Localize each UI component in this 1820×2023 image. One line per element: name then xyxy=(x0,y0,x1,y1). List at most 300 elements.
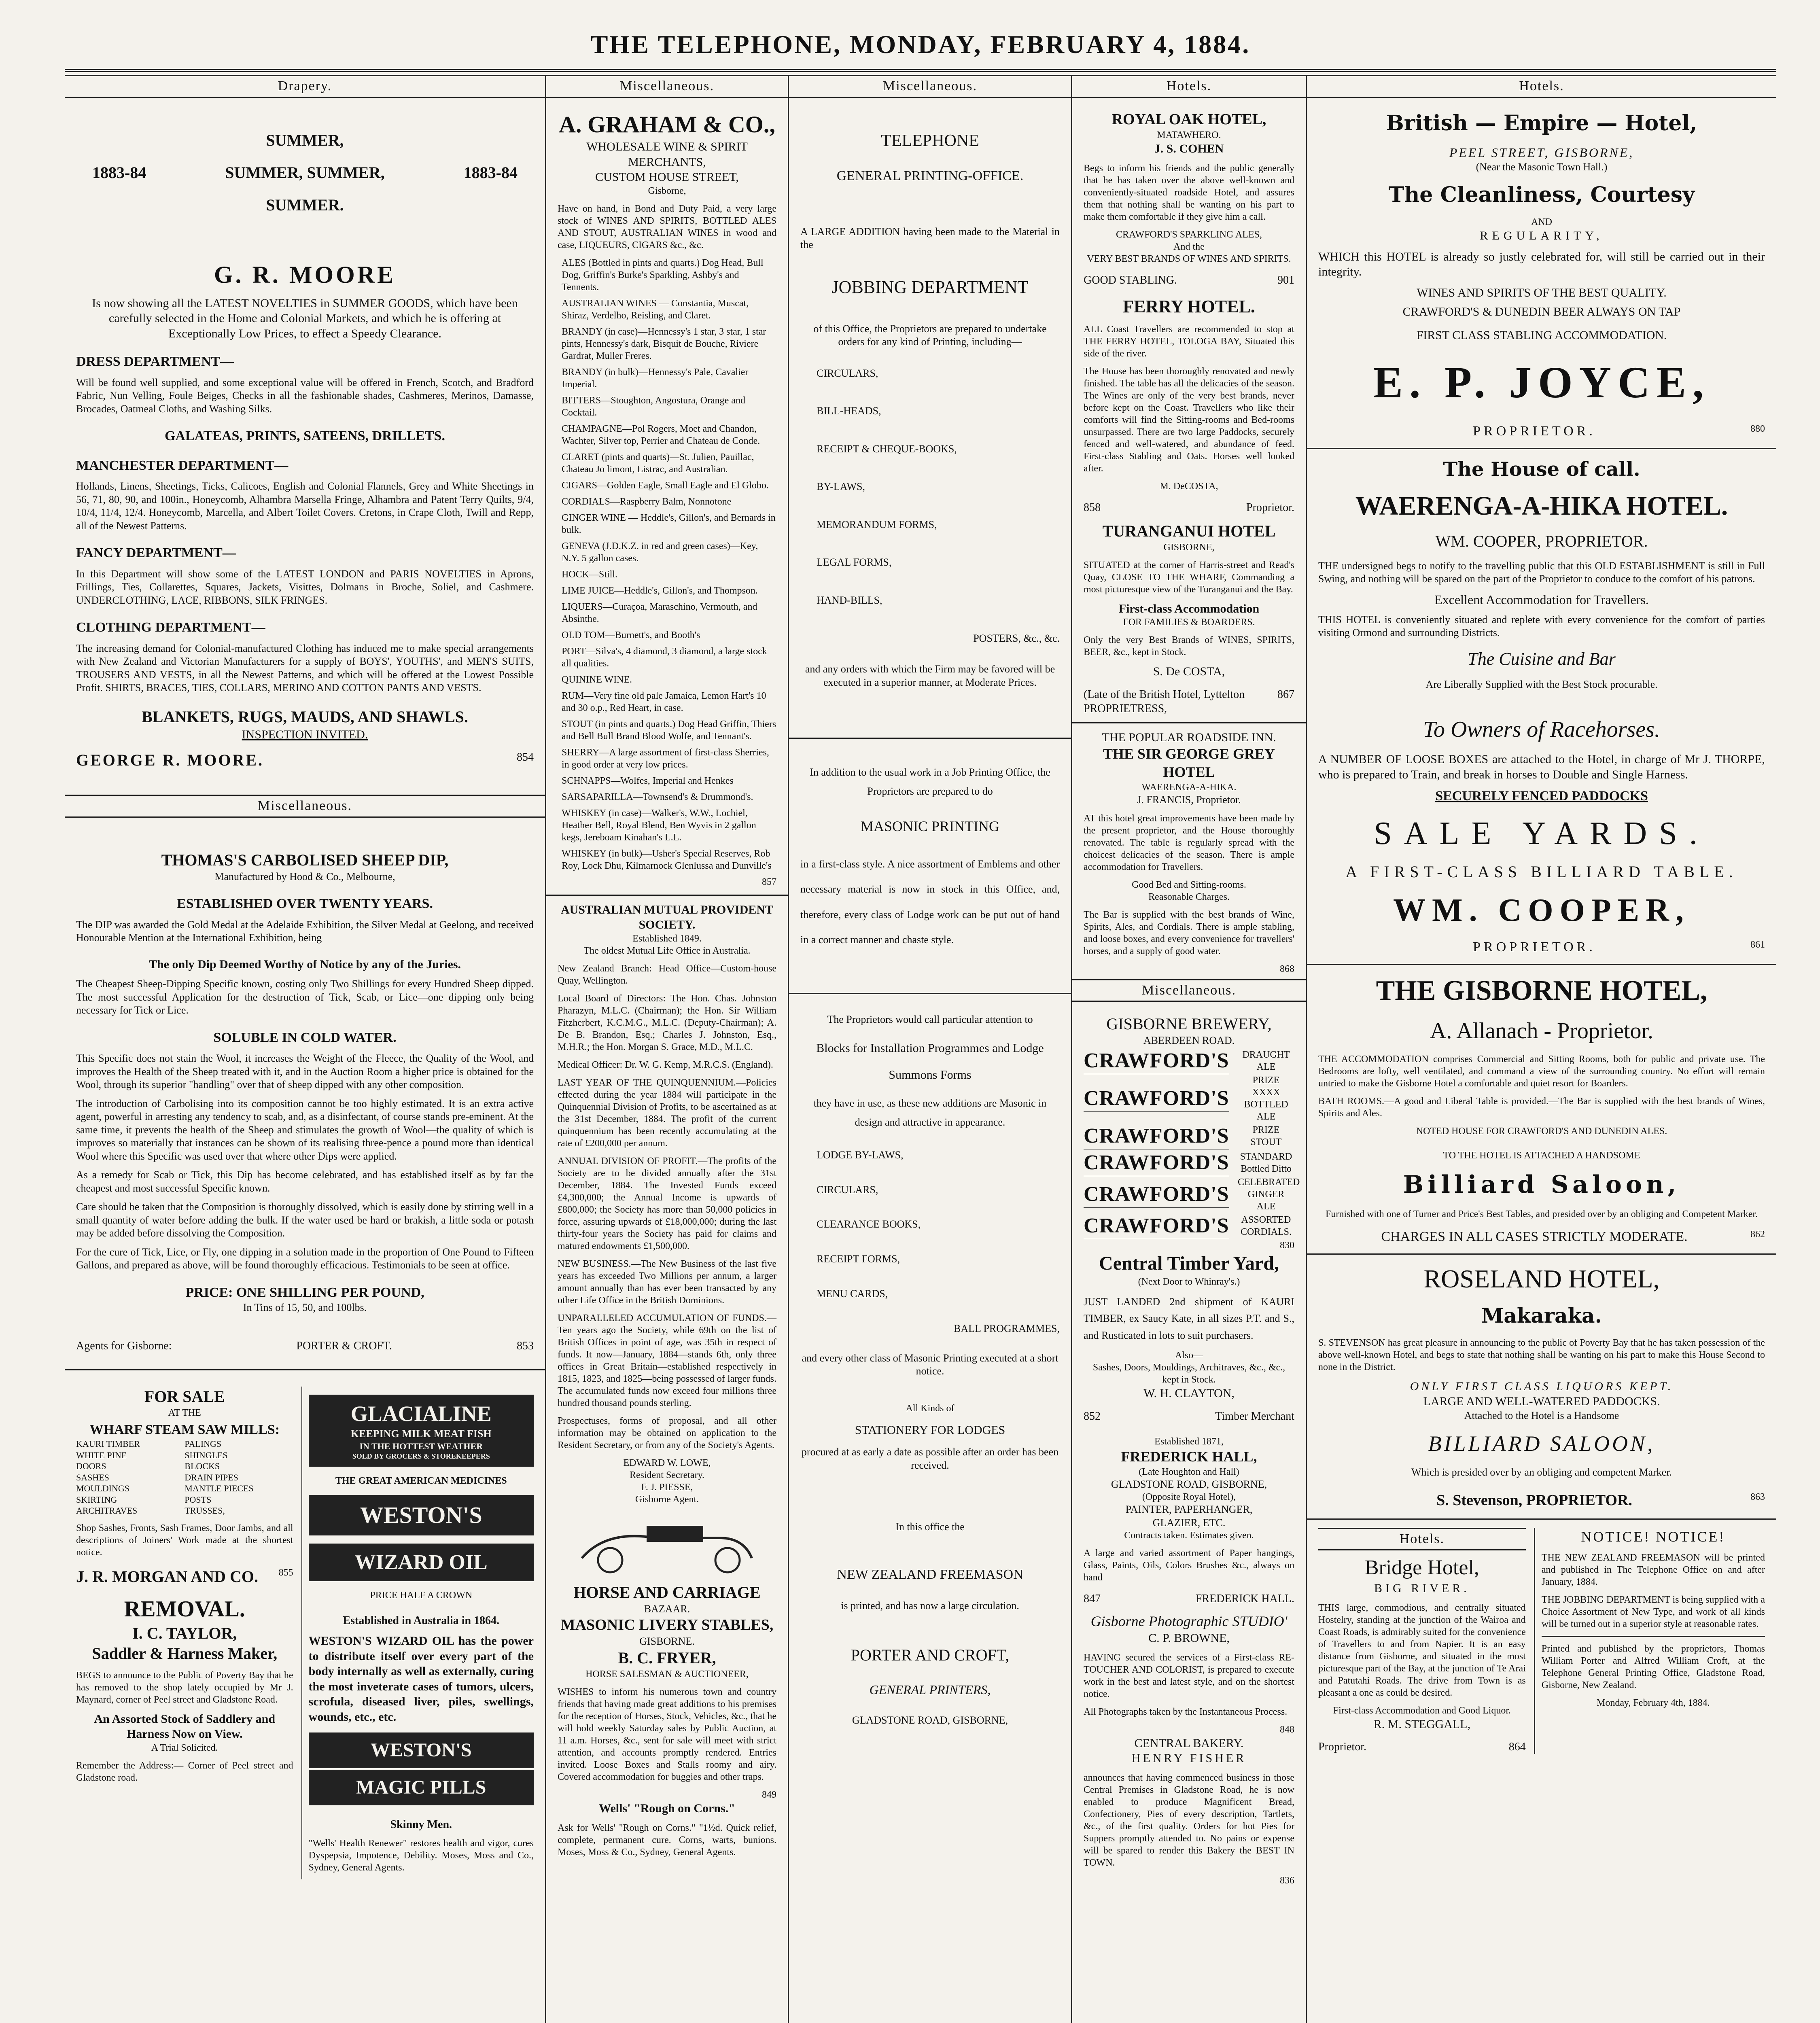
cohen-body: Begs to inform his friends and the public generally that he has taken over the above well-known and conveniently-situated roadside Hotel, and assures them that nothing shall be wanting on his part to make them comfortable if they give him a call. xyxy=(1084,163,1294,222)
stevenson-proprietor: S. Stevenson, PROPRIETOR. xyxy=(1436,1492,1632,1509)
lodge-item: MENU CARDS, xyxy=(817,1287,888,1300)
fryer-role: HORSE SALESMAN & AUCTIONEER, xyxy=(585,1669,749,1679)
fancy-heading: FANCY DEPARTMENT— xyxy=(76,545,236,560)
printing-list xyxy=(817,354,1060,657)
dip-cure: For the cure of Tick, Lice, or Fly, one dipping in a solution made in the proportion of One Pound to Fifteen Gallons, and prepared as above, will be found thoroughly efficacious. Testimonials to be seen at office. xyxy=(76,1246,534,1271)
sale-yards: SALE YARDS. xyxy=(1374,815,1710,851)
summer-row xyxy=(92,163,518,183)
lodge-item: CLEARANCE BOOKS, xyxy=(817,1218,921,1230)
cohen-name: J. S. COHEN xyxy=(1154,142,1224,155)
just-landed: JUST LANDED 2nd shipment of KAURI TIMBER, ex Saucy Kate, in all sizes P.T. and S., and Rusticated in lots to suit purchasers. xyxy=(1084,1296,1294,1341)
masonic-body: in a first-class style. A nice assortment of Emblems and other necessary material is now in stock in this Office, and, therefore, every class of Lodge work can be put out of hand in a correct manner and chaste style. xyxy=(800,858,1060,946)
only-first-class: ONLY FIRST CLASS LIQUORS KEPT. xyxy=(1410,1379,1674,1393)
manchester-body: Hollands, Linens, Sheetings, Ticks, Calicoes, English and Colonial Flannels, Grey and White Sheetings in 56, 71, 80, 90, and 100in., Honeycomb, Alhambra Marsella Fringe, Alhambra and Patent Terry Quilts, 9/4, 10/4, 11/4, 12/4. Honeycomb, Marcella, and Albert Toilet Covers. Cretons, in Crape Cloth, Twill and Repp, all of the Newest Patterns. xyxy=(76,480,534,532)
bottom-notices xyxy=(1318,1528,1765,1754)
crawford-kind: PRIZE STOUT xyxy=(1250,1124,1282,1147)
divider xyxy=(546,895,788,896)
section-heading: Hotels. xyxy=(1307,75,1776,98)
manchester-heading: MANCHESTER DEPARTMENT— xyxy=(76,458,288,473)
horse-title: HORSE AND CARRIAGE xyxy=(573,1583,761,1601)
crawford-name: CRAWFORD'S xyxy=(1084,1213,1229,1239)
taylor-name: I. C. TAYLOR, xyxy=(132,1624,237,1642)
crawford-ales: CRAWFORD'S SPARKLING ALES, xyxy=(1116,229,1262,240)
stationery-heading: STATIONERY FOR LODGES xyxy=(855,1423,1005,1437)
clayton-name: W. H. CLAYTON, xyxy=(1143,1387,1235,1400)
turanganui-town: GISBORNE, xyxy=(1163,542,1215,553)
crawford-row xyxy=(1084,1176,1300,1213)
stock-item: RUM—Very fine old pale Jamaica, Lemon Hart's 10 and 30 o.p., Red Heart, in case. xyxy=(562,690,766,713)
printing-item: BY-LAWS, xyxy=(817,481,865,493)
printing-item: MEMORANDUM FORMS, xyxy=(817,518,937,530)
orders-text: and any orders with which the Firm may be favored will be executed in a superior manner, at Moderate Prices. xyxy=(805,663,1055,688)
attached-text: TO THE HOTEL IS ATTACHED A HANDSOME xyxy=(1443,1150,1640,1161)
section-heading: Hotels. xyxy=(1072,75,1306,98)
crawford-kind: STANDARD Bottled Ditto xyxy=(1240,1151,1292,1174)
porter-croft: PORTER AND CROFT, xyxy=(851,1646,1010,1664)
billiard-table: A FIRST-CLASS BILLIARD TABLE. xyxy=(1345,862,1738,881)
ad-number: 868 xyxy=(1280,963,1294,974)
skinny-body: "Wells' Health Renewer" restores health and vigor, cures Dyspepsia, Impotence, Debility. Moses, Moss and Co., Sydney, General Agents. xyxy=(308,1838,534,1873)
crawford-name: CRAWFORD'S xyxy=(1084,1149,1229,1176)
taylor-trial: A Trial Solicited. xyxy=(151,1742,218,1753)
bakery-title: CENTRAL BAKERY. xyxy=(1134,1736,1244,1750)
section-heading: Miscellaneous. xyxy=(789,75,1071,98)
wm-cooper: WM. COOPER, xyxy=(1393,892,1690,928)
roseland-title: ROSELAND HOTEL, xyxy=(1423,1264,1660,1293)
amp-oldest: The oldest Mutual Life Office in Australia. xyxy=(583,945,751,956)
dip-award: The DIP was awarded the Gold Medal at the Adelaide Exhibition, the Silver Medal at Geelong, and received Honourable Mention at the International Exhibition, being xyxy=(76,918,534,944)
timber-item: POSTS xyxy=(185,1494,212,1505)
also-body: Sashes, Doors, Mouldings, Architraves, &c., &c., kept in Stock. xyxy=(1092,1362,1285,1385)
timber-item: SASHES xyxy=(76,1472,109,1482)
imprint-date: Monday, February 4th, 1884. xyxy=(1597,1697,1710,1708)
crawford-row xyxy=(1084,1074,1294,1123)
sir-george-title: THE SIR GEORGE GREY HOTEL xyxy=(1103,746,1275,780)
addition-text: A LARGE ADDITION having been made to the Material in the xyxy=(800,225,1060,250)
first-class: First-class Accommodation xyxy=(1118,602,1260,615)
big-river: BIG RIVER. xyxy=(1374,1582,1470,1595)
timber-item: SHINGLES xyxy=(185,1450,228,1460)
graham-intro: Have on hand, in Bond and Duty Paid, a very large stock of WINES AND SPIRITS, BOTTLED ALES AND STOUT, AUSTRALIAN WINES in wood and case, LIQUEURS, CIGARS &c., &c. xyxy=(558,203,776,250)
stock-item: BITTERS—Stoughton, Angostura, Orange and Cocktail. xyxy=(562,395,745,418)
ad-number: 858 xyxy=(1084,501,1101,514)
photo-studio: Gisborne Photographic STUDIO' xyxy=(1090,1613,1288,1630)
crawford-dunedin: CRAWFORD'S & DUNEDIN BEER ALWAYS ON TAP xyxy=(1402,305,1681,318)
proprietor-label: PROPRIETOR. xyxy=(1473,423,1596,439)
steggall-role: Proprietor. xyxy=(1318,1741,1366,1753)
joyce-name: E. P. JOYCE, xyxy=(1373,358,1710,407)
loose-boxes: A NUMBER OF LOOSE BOXES are attached to the Hotel, in charge of Mr J. THORPE, who is prepared to Train, and break in horses to Double and Single Harness. xyxy=(1318,753,1765,781)
printing-item: LEGAL FORMS, xyxy=(817,556,892,568)
notice-freemason: THE NEW ZEALAND FREEMASON will be printed and published in The Telephone Office on and after January, 1884. xyxy=(1541,1552,1765,1587)
printing-item: BILL-HEADS, xyxy=(817,405,881,417)
stock-item: GENEVA (J.D.K.Z. in red and green cases)—Key, N.Y. 5 gallon cases. xyxy=(562,541,758,564)
crawford-name: CRAWFORD'S xyxy=(1084,1123,1229,1149)
stock-item: CHAMPAGNE—Pol Rogers, Moet and Chandon, Wachter, Silver top, Perrier and Chateau de Conde. xyxy=(562,423,760,446)
timber-item: WHITE PINE xyxy=(76,1450,127,1460)
printing-office: GENERAL PRINTING-OFFICE. xyxy=(836,168,1024,183)
ad-number: 853 xyxy=(517,1339,534,1352)
billiard-saloon: Billiard Saloon, xyxy=(1403,1170,1680,1199)
section-heading-misc: Miscellaneous. xyxy=(1072,979,1306,1002)
fancy-body: In this Department will show some of the LATEST LONDON and PARIS NOVELTIES in Aprons, Frillings, Ties, Collarettes, Squares, Jackets, Visittes, Dolmans in Broche, Soliel, and Cashmere. UNDERCLOTHING, LACE, RIBBONS, SILK FRINGES. xyxy=(76,568,534,606)
shop-sashes: Shop Sashes, Fronts, Sash Frames, Door Jambs, and all descriptions of Joiners' Work made at the shortest notice. xyxy=(76,1523,293,1558)
weston-oil: WIZARD OIL xyxy=(309,1544,534,1581)
allanach-name: A. Allanach - Proprietor. xyxy=(1430,1018,1654,1043)
glazier: GLAZIER, ETC. xyxy=(1152,1516,1226,1529)
printer-address: GLADSTONE ROAD, GISBORNE, xyxy=(852,1714,1008,1726)
decosta-name: M. DeCOSTA, xyxy=(1160,481,1218,492)
timber-item: TRUSSES, xyxy=(185,1506,225,1516)
gisborne-hotel-title: THE GISBORNE HOTEL, xyxy=(1376,975,1708,1006)
clothing-body: The increasing demand for Colonial-manufactured Clothing has induced me to make special arrangements with New Zealand and Victorian Manufacturers for a supply of BOYS', YOUTHS', and MEN'S SUITS, TROUSERS AND VESTS, in all the Newest Patterns, and which will be offered at the Lowest Possible Profit. SHIRTS, BRACES, TIES, COLLARS, MERINO AND COTTON PANTS AND VESTS. xyxy=(76,642,534,693)
cuisine-heading: The Cuisine and Bar xyxy=(1468,649,1616,669)
billiard-saloon-2: BILLIARD SALOON, xyxy=(1428,1431,1655,1456)
fryer-body: WISHES to inform his numerous town and country friends that having made great additions to his premises for the reception of Horses, Stock, Vehicles, &c., that he will hold weekly Saturday sales by Public Auction, at 11 a.m. Horses, &c., sent for sale will meet with strict attention, and accounts promptly rendered. Entries invited. Loose Boxes and Stalls roomy and airy. Covered accommodation for buggies and other traps. xyxy=(558,1687,776,1782)
procured-text: procured at as early a date as possible after an order has been received. xyxy=(801,1446,1059,1471)
freemason-heading: NEW ZEALAND FREEMASON xyxy=(837,1567,1023,1582)
ad-number: 847 xyxy=(1084,1593,1101,1605)
column-hotels xyxy=(1072,75,1307,2023)
bottom-ads xyxy=(76,1387,534,1880)
dress-heading: DRESS DEPARTMENT— xyxy=(76,354,234,369)
year-right: 1883-84 xyxy=(463,163,518,182)
lodge-item: LODGE BY-LAWS, xyxy=(817,1149,904,1161)
blankets: BLANKETS, RUGS, MAUDS, AND SHAWLS. xyxy=(142,707,468,726)
ferry-body: The House has been thoroughly renovated and newly finished. The table has all the delicacies of the season. The Wines are only of the very best brands, never before kept on the Coast. Travellers who like their comforts will find the Sitting-rooms and Bed-rooms unsurpassed. There are two large Paddocks, securely fenced and well-watered, and abundance of feed. First-class Stabling and Oats. Horses well looked after. xyxy=(1084,366,1294,474)
stock-item: CIGARS—Golden Eagle, Small Eagle and El Globo. xyxy=(562,480,769,491)
printing-item: POSTERS, &c., &c. xyxy=(973,632,1060,644)
moore-signature xyxy=(76,750,534,770)
weston-pills-2: MAGIC PILLS xyxy=(309,1770,534,1805)
summer-end: SUMMER. xyxy=(266,195,344,214)
morgan-row xyxy=(76,1567,293,1587)
corns-title: Wells' "Rough on Corns." xyxy=(599,1802,735,1815)
ad-number: 836 xyxy=(1280,1875,1294,1886)
and-text: AND xyxy=(1531,217,1552,227)
glacialine-sold: SOLD BY GROCERS & STOREKEEPERS xyxy=(352,1452,490,1460)
jobbing-body: of this Office, the Proprietors are prepared to undertake orders for any kind of Printing, including— xyxy=(813,322,1047,348)
crawford-row xyxy=(1084,1213,1294,1239)
weston-title: WESTON'S xyxy=(309,1495,534,1536)
morgan-name: J. R. MORGAN AND CO. xyxy=(76,1567,258,1586)
stock-item: QUININE WINE. xyxy=(562,674,632,685)
amp-nz: New Zealand Branch: Head Office—Custom-house Quay, Wellington. xyxy=(558,963,776,986)
blocks-text: Blocks for Installation Programmes and Lodge Summons Forms xyxy=(816,1041,1044,1082)
dip-care: Care should be taken that the Composition is thoroughly dissolved, which is easily done by stirring well in a small quantity of water before adding the bulk. If the water used be hard or brakish, a little soda or potash may be added before dissolving the Composition. xyxy=(76,1201,534,1239)
frederick-name: FREDERICK HALL, xyxy=(1121,1448,1257,1465)
francis-name: J. FRANCIS, Proprietor. xyxy=(1137,794,1241,806)
stevenson-footer xyxy=(1318,1491,1765,1510)
ad-number: 855 xyxy=(278,1567,293,1578)
dip-price: PRICE: ONE SHILLING PER POUND, xyxy=(185,1285,424,1300)
fisher-body: announces that having commenced business in those Central Premises in Gladstone Road, he is now enabled to produce Magnificent Bread, Confectionery, Pies of every description, Tartlets, &c., of the first quality. Orders for hot Pies for Suppers promptly attended to. No pains or expense will be spared to render this Bakery the BEST IN TOWN. xyxy=(1084,1772,1294,1868)
joyce-footer xyxy=(1318,423,1765,440)
waerenga-town: WAERENGA-A-HIKA. xyxy=(1141,782,1237,793)
cooper-body: THE undersigned begs to notify to the travelling public that this OLD ESTABLISHMENT is still in Full Swing, and nothing will be spared on the part of the Proprietor to conduce to the comfort of his patrons. xyxy=(1318,560,1765,585)
amp-est: Established 1849. xyxy=(632,933,702,944)
frederick-opposite: (Opposite Royal Hotel), xyxy=(1142,1492,1236,1503)
summer-heading: SUMMER, xyxy=(266,131,344,149)
families: FOR FAMILIES & BOARDERS. xyxy=(1123,617,1255,628)
ad-number: 864 xyxy=(1508,1741,1526,1753)
dip-title: THOMAS'S CARBOLISED SHEEP DIP, xyxy=(161,850,449,869)
dress-body: Will be found well supplied, and some exceptional value will be offered in French, Scotch, and Bradford Fabric, Nun Velling, Foule Beiges, Checks in all the fashionable shades, Cashmeres, Merinos, Damasse, Brocades, Oatmeal Cloths, and Washing Silks. xyxy=(76,376,534,415)
ad-number: 857 xyxy=(762,876,776,887)
graham-title: A. GRAHAM & CO., xyxy=(559,111,775,138)
glacialine-title: GLACIALINE xyxy=(350,1401,492,1426)
forsale-at: AT THE xyxy=(168,1407,201,1418)
ad-number: 901 xyxy=(1277,274,1294,286)
ad-number: 867 xyxy=(1277,688,1294,701)
stock-item: LIME JUICE—Heddle's, Gillon's, and Thompson. xyxy=(562,585,758,596)
frederick-address: GLADSTONE ROAD, GISBORNE, xyxy=(1111,1478,1267,1490)
clayton-role: Timber Merchant xyxy=(1215,1410,1294,1423)
handsome-text: Attached to the Hotel is a Handsome xyxy=(1464,1409,1619,1421)
good-stabling: GOOD STABLING. xyxy=(1084,274,1177,286)
crawford-name: CRAWFORD'S xyxy=(1084,1181,1229,1208)
masonic-printing: MASONIC PRINTING xyxy=(860,818,1000,834)
lodge-list xyxy=(817,1138,1060,1346)
liberally-text: Are Liberally Supplied with the Best Stock procurable. xyxy=(1425,678,1658,690)
stabling-text: FIRST CLASS STABLING ACCOMMODATION. xyxy=(1416,328,1667,342)
turanganui-title: TURANGANUI HOTEL xyxy=(1102,522,1276,540)
amp-lowe: EDWARD W. LOWE, xyxy=(623,1457,711,1468)
imprint: Printed and published by the proprietors, Thomas William Porter and Alfred William Croft, at the Telephone General Printing Office, Gladstone Road, Gisborne, New Zealand. xyxy=(1541,1643,1765,1690)
divider xyxy=(1307,1253,1776,1255)
crawford-name: CRAWFORD'S xyxy=(1084,1048,1229,1074)
stock-item: HOCK—Still. xyxy=(562,569,618,580)
british-empire-title: British — Empire — Hotel, xyxy=(1386,110,1697,136)
cooper-footer xyxy=(1318,939,1765,956)
amp-piesse-role: Gisborne Agent. xyxy=(635,1494,699,1505)
which-text: WHICH this HOTEL is already so justly celebrated for, will still be carried out in their integrity. xyxy=(1318,250,1765,278)
crawford-row xyxy=(1084,1149,1294,1176)
peel-street: PEEL STREET, GISBORNE, xyxy=(1449,145,1634,160)
notice-ad xyxy=(1534,1528,1765,1754)
makaraka: Makaraka. xyxy=(1481,1304,1602,1327)
cleanliness: The Cleanliness, Courtesy xyxy=(1388,182,1695,207)
bath-rooms: BATH ROOMS.—A good and Liberal Table is provided.—The Bar is supplied with the best brands of Wines, Spirits and Ales. xyxy=(1318,1096,1765,1119)
timber-yard: Central Timber Yard, xyxy=(1099,1252,1279,1274)
sdecosta-name: S. De COSTA, xyxy=(1153,665,1225,678)
charges-footer xyxy=(1318,1228,1765,1246)
timber-item: DRAIN PIPES xyxy=(185,1472,238,1482)
masonic-intro: In addition to the usual work in a Job Printing Office, the Proprietors are prepared to do xyxy=(810,766,1050,797)
timber-item: BLOCKS xyxy=(185,1461,220,1471)
notice-heading: NOTICE! NOTICE! xyxy=(1581,1528,1726,1545)
timber-list xyxy=(76,1438,293,1516)
freemason-body: is printed, and has now a large circulation. xyxy=(841,1600,1019,1612)
next-door: (Next Door to Whinray's.) xyxy=(1138,1276,1240,1287)
turanganui-body: SITUATED at the corner of Harris-street and Read's Quay, CLOSE TO THE WHARF, Commanding a most picturesque view of the Turanganui and the Bay. xyxy=(1084,560,1294,595)
timber-item: MANTLE PIECES xyxy=(185,1483,254,1493)
dip-only: The only Dip Deemed Worthy of Notice by any of the Juries. xyxy=(148,957,461,971)
good-bed: Good Bed and Sitting-rooms. xyxy=(1132,879,1246,890)
furnished-text: Furnished with one of Turner and Price's Best Tables, and presided over by an obliging and Competent Marker. xyxy=(1325,1209,1758,1219)
frederick-late: (Late Houghton and Hall) xyxy=(1139,1466,1239,1477)
divider xyxy=(1542,1636,1765,1637)
jobbing-heading: JOBBING DEPARTMENT xyxy=(832,277,1029,297)
aberdeen: ABERDEEN ROAD. xyxy=(1143,1035,1235,1046)
agents-name: PORTER & CROFT. xyxy=(296,1339,392,1352)
printing-item: RECEIPT & CHEQUE-BOOKS, xyxy=(817,443,957,455)
crawford-kind: CELEBRATED GINGER ALE xyxy=(1238,1177,1300,1212)
masonic-stables: MASONIC LIVERY STABLES, xyxy=(560,1616,774,1633)
galateas: GALATEAS, PRINTS, SATEENS, DRILLETS. xyxy=(164,428,445,443)
near-hall: (Near the Masonic Town Hall.) xyxy=(1476,161,1608,173)
all-kinds: All Kinds of xyxy=(906,1403,955,1414)
browne-body: HAVING secured the services of a First-class RE-TOUCHER AND COLORIST, is prepared to execute work in the best and latest style, and on the shortest notice. xyxy=(1084,1652,1294,1699)
graham-sub3: CUSTOM HOUSE STREET, xyxy=(595,170,739,184)
every-other: and every other class of Masonic Printing executed at a short notice. xyxy=(802,1352,1058,1377)
stock-item: ALES (Bottled in pints and quarts.) Dog Head, Bull Dog, Griffin's Burke's Sparkling, Ashby's and Tennents. xyxy=(562,257,764,293)
divider xyxy=(789,738,1071,739)
cohen-footer xyxy=(1084,273,1294,287)
ad-number: 862 xyxy=(1750,1229,1765,1240)
crawford-kind: PRIZE XXXX BOTTLED ALE xyxy=(1244,1075,1288,1122)
attention-text: The Proprietors would call particular attention to xyxy=(827,1014,1033,1026)
stock-item: CORDIALS—Raspberry Balm, Nonnotone xyxy=(562,496,732,507)
graham-sub2: MERCHANTS, xyxy=(628,155,706,169)
stock-item: WHISKEY (in bulk)—Usher's Special Reserves, Rob Roy, Lock Dhu, Kilmarnock Glenlussa and Dunville's xyxy=(562,848,772,871)
steggall-name: R. M. STEGGALL, xyxy=(1373,1717,1470,1731)
agents-label: Agents for Gisborne: xyxy=(76,1339,172,1352)
intro-text: Is now showing all the LATEST NOVELTIES in SUMMER GOODS, which have been carefully selected in the Home and Colonial Markets, and which he is offering at Exceptionally Low Prices, to effect a Speedy Clearance. xyxy=(92,296,518,340)
amp-title: AUSTRALIAN MUTUAL PROVIDENT SOCIETY. xyxy=(560,903,774,931)
column-printing xyxy=(789,75,1072,2023)
ad-number: 880 xyxy=(1750,423,1765,434)
best-brands: VERY BEST BRANDS OF WINES AND SPIRITS. xyxy=(1087,253,1291,264)
bridge-hotel-ad xyxy=(1318,1528,1526,1754)
dip-wool: This Specific does not stain the Wool, it increases the Weight of the Fleece, the Quality of the Wool, and improves the Health of the Sheep treated with it, and in the Auction Room a higher price is obtained for the Wool, through its superior "handling" over that of sheep dipped with any other composition. xyxy=(76,1052,534,1090)
glacialine-ad xyxy=(309,1395,534,1467)
section-heading: Miscellaneous. xyxy=(546,75,788,98)
lodge-item: BALL PROGRAMMES, xyxy=(954,1322,1060,1334)
sdecosta-role: (Late of the British Hotel, Lyttelton PROPRIETRESS, xyxy=(1084,688,1245,715)
bridge-body: THIS large, commodious, and centrally situated Hostelry, standing at the junction of the Wairoa and Coast Roads, is admirably suited for the convenience of Travellers to and from Napier. It is an easy distance from Gisborne, and situated in the most picturesque part of the Bay, at the junction of Te Arai and Patutahi Roads. The drive from Town is as pleasant a one as could be desired. xyxy=(1318,1602,1526,1698)
weston-pills-1: WESTON'S xyxy=(309,1732,534,1768)
graham-sub4: Gisborne, xyxy=(648,185,686,196)
glacialine-sub: KEEPING MILK MEAT FISH xyxy=(350,1428,492,1440)
amp-piesse: F. J. PIESSE, xyxy=(641,1482,693,1493)
column-graham xyxy=(546,75,789,2023)
additions-text: they have in use, as these new additions are Masonic in design and attractive in appearance. xyxy=(813,1097,1047,1128)
cooper-proprietor: WM. COOPER, PROPRIETOR. xyxy=(1435,532,1648,550)
reasonable: Reasonable Charges. xyxy=(1148,891,1230,902)
dip-carbolising: The introduction of Carbolising into its composition cannot be too highly estimated. It is an extra active agent, powerful in arresting any tendency to scab, and, as a disinfectant, of course stands pre-eminent. At the same time, it prevents the health of the Sheep and stimulates the growth of Wool—the quality of which is improves so materially that instances can be shown of its realising three-pence a pound more than identical Wool where this Specific was used over that where other Dips were applied. xyxy=(76,1097,534,1162)
allanach-body: THE ACCOMMODATION comprises Commercial and Sitting Rooms, both for public and private use. The Bedrooms are lofty, well ventilated, and command a view of the surrounding country. No effort will remain untried to make the Gisborne Hotel a comfortable and quiet resort for Boarders. xyxy=(1318,1054,1765,1089)
graham-sub1: WHOLESALE WINE & SPIRIT xyxy=(586,140,748,153)
divider xyxy=(65,1369,545,1370)
stock-item: CLARET (pints and quarts)—St. Julien, Pauillac, Chateau Jo limont, Listrac, and Australian. xyxy=(562,452,754,475)
stock-item: STOUT (in pints and quarts.) Dog Head Griffin, Thiers and Bell Bull Brand Blood Wolfe, and Tennant's. xyxy=(562,719,776,742)
steggall-footer xyxy=(1318,1740,1526,1754)
fisher-name: HENRY FISHER xyxy=(1131,1752,1247,1765)
section-heading-misc: Miscellaneous. xyxy=(65,795,545,818)
crawford-kind: ASSORTED CORDIALS. xyxy=(1240,1214,1292,1237)
amp-annual: ANNUAL DIVISION OF PROFIT.—The profits of the Society are to be divided annually after the 31st December, 1884. The Invested Funds exceed £4,300,000; the Annual Income is upwards of £800,000; the Society has more than 50,000 policies in force, assuring upwards of £18,000,000; during the last thirty-four years the Society has paid for claims and matured endowments £1,500,000. xyxy=(558,1156,776,1251)
stevenson-body: S. STEVENSON has great pleasure in announcing to the public of Poverty Bay that he has taken possession of the above well-known Hotel, and begs to state that nothing shall be wanting on his part to make this House Second to none in the District. xyxy=(1318,1337,1765,1372)
stock-item: AUSTRALIAN WINES — Constantia, Muscat, Shiraz, Verdelho, Reisling, and Claret. xyxy=(562,298,749,321)
established-1871: Established 1871, xyxy=(1154,1436,1224,1447)
decosta-role: Proprietor. xyxy=(1246,501,1294,514)
lodge-item: RECEIPT FORMS, xyxy=(817,1253,900,1265)
telephone-heading: TELEPHONE xyxy=(881,131,979,150)
crawford-row xyxy=(1084,1048,1294,1074)
summer-mid: SUMMER, SUMMER, xyxy=(225,163,385,182)
divider xyxy=(1072,722,1306,723)
ferry-title: FERRY HOTEL. xyxy=(1123,296,1255,316)
crawford-name: CRAWFORD'S xyxy=(1084,1085,1229,1112)
frederick-trade: PAINTER, PAPERHANGER, xyxy=(1125,1503,1253,1516)
stock-item: SARSAPARILLA—Townsend's & Drummond's. xyxy=(562,791,753,802)
left-ads xyxy=(76,1387,293,1880)
timber-item: DOORS xyxy=(76,1461,106,1471)
crawford-list xyxy=(1084,1048,1300,1239)
clayton-footer xyxy=(1084,1409,1294,1423)
signature-name: GEORGE R. MOORE. xyxy=(76,751,264,769)
royal-oak-title: ROYAL OAK HOTEL, xyxy=(1112,110,1266,128)
stock-item: GINGER WINE — Heddle's, Gillon's, and Bernards in bulk. xyxy=(562,512,776,535)
corns-body: Ask for Wells' "Rough on Corns." "1½d. Quick relief, complete, permanent cure. Corns, warts, bunions. Moses, Moss & Co., Sydney, General Agents. xyxy=(558,1822,776,1858)
frederick-signature: FREDERICK HALL. xyxy=(1195,1593,1294,1605)
taylor-address: Remember the Address:— Corner of Peel street and Gladstone road. xyxy=(76,1760,293,1783)
decosta-footer xyxy=(1084,500,1294,515)
ad-number: 852 xyxy=(1084,1410,1101,1423)
crawford-kind: DRAUGHT ALE xyxy=(1242,1049,1290,1072)
timber-item: ARCHITRAVES xyxy=(76,1506,138,1516)
ferry-intro: ALL Coast Travellers are recommended to stop at THE FERRY HOTEL, TOLOGA BAY, Situated this side of the river. xyxy=(1084,324,1294,359)
stock-item: BRANDY (in case)—Hennessy's 1 star, 3 star, 1 star pints, Hennessy's dark, Bisquit de Bouche, Riviere Gardrat, Muller Freres. xyxy=(562,326,766,361)
amp-directors: Local Board of Directors: The Hon. Chas. Johnston Pharazyn, M.L.C. (Chairman); the Hon. Sir William Fitzherbert, K.C.M.G., M.L.C. (Deputy-Chairman); A. De B. Brandon, Esq.; Charles J. Johnston, Esq., M.H.R.; the Hon. Morgan S. Grace, M.D., M.L.C. xyxy=(558,993,776,1052)
royal-oak-town: MATAWHERO. xyxy=(1157,130,1221,140)
weston-body: WESTON'S WIZARD OIL has the power to distribute itself over every part of the body internally as well as externally, curing the most inveterate cases of tumors, ulcers, scrofula, diseased liver, piles, swellings, wounds, etc., etc. xyxy=(308,1634,534,1724)
stabling-body: The Bar is supplied with the best brands of Wine, Spirits, Ales, and Cordials. There is ample stabling, and loose boxes, and every convenience for travellers' horses, and a supply of good water. xyxy=(1084,909,1294,956)
amp-business: NEW BUSINESS.—The New Business of the last five years has exceeded Two Millions per annum, a larger amount annually than has ever been transacted by any other Life Office in the British Dominions. xyxy=(558,1258,776,1306)
francis-body: AT this hotel great improvements have been made by the present proprietor, and the House thoroughly renovated. The table is regularly spread with the choicest delicacies of the season. There is ample accommodation for Travellers. xyxy=(1084,813,1294,872)
frederick-body: A large and varied assortment of Paper hangings, Glass, Paints, Oils, Colors Brushes &c., always on hand xyxy=(1084,1548,1294,1583)
stock-item: BRANDY (in bulk)—Hennessy's Pale, Cavalier Imperial. xyxy=(562,367,749,390)
waerenga-title: WAERENGA-A-HIKA HOTEL. xyxy=(1355,491,1728,521)
dip-cheapest: The Cheapest Sheep-Dipping Specific known, costing only Two Shillings for every Hundred Sheep dipped. The most successful Application for the destruction of Tick, Scab, or Lice—one dipping only being necessary for Tick or Lice. xyxy=(76,978,534,1016)
year-left: 1883-84 xyxy=(92,163,146,182)
dip-soluble: SOLUBLE IN COLD WATER. xyxy=(213,1030,397,1045)
amp-prospectus: Prospectuses, forms of proposal, and all other information may be obtained on application to the Resident Secretary, or from any of the Society's Agents. xyxy=(558,1415,776,1450)
browne-name: C. P. BROWNE, xyxy=(1148,1631,1230,1645)
taylor-body: BEGS to announce to the Public of Poverty Bay that he has removed to the shop lately occupied by Mr J. Maynard, corner of Peel street and Gladstone Road. xyxy=(76,1670,293,1705)
dip-established: ESTABLISHED OVER TWENTY YEARS. xyxy=(177,896,433,911)
charges-text: CHARGES IN ALL CASES STRICTLY MODERATE. xyxy=(1381,1229,1688,1244)
ad-number: 849 xyxy=(762,1790,776,1800)
right-ads xyxy=(301,1387,534,1880)
house-of-call: The House of call. xyxy=(1443,458,1640,481)
owners-heading: To Owners of Racehorses. xyxy=(1423,717,1660,742)
stock-item: PORT—Silva's, 4 diamond, 3 diamond, a large stock all qualities. xyxy=(562,646,767,669)
printing-item: HAND-BILLS, xyxy=(817,594,882,606)
and-the: And the xyxy=(1173,241,1205,252)
dip-maker: Manufactured by Hood & Co., Melbourne, xyxy=(214,870,395,882)
divider xyxy=(1307,1518,1776,1520)
ad-number: 830 xyxy=(1280,1240,1294,1251)
weston-price: PRICE HALF A CROWN xyxy=(370,1590,473,1601)
divider xyxy=(789,993,1071,994)
sdecosta-footer xyxy=(1084,687,1294,716)
stock-item: SHERRY—A large assortment of first-class Sherries, in good order at very low prices. xyxy=(562,747,769,770)
amp-funds: UNPARALLELED ACCUMULATION OF FUNDS.—Ten years ago the Society, while 69th on the list of British Offices in point of age, was 35th in respect of funds. It now—January, 1884—stands 6th, only three offices in Great Britain—established respectively in 1815, 1823, and 1825—being possessed of larger funds. The accumulated funds now exceed four millions three hundred thousand pounds sterling. xyxy=(558,1313,776,1408)
bridge-accommodation: First-class Accommodation and Good Liquor. xyxy=(1333,1705,1511,1716)
divider xyxy=(1307,964,1776,965)
